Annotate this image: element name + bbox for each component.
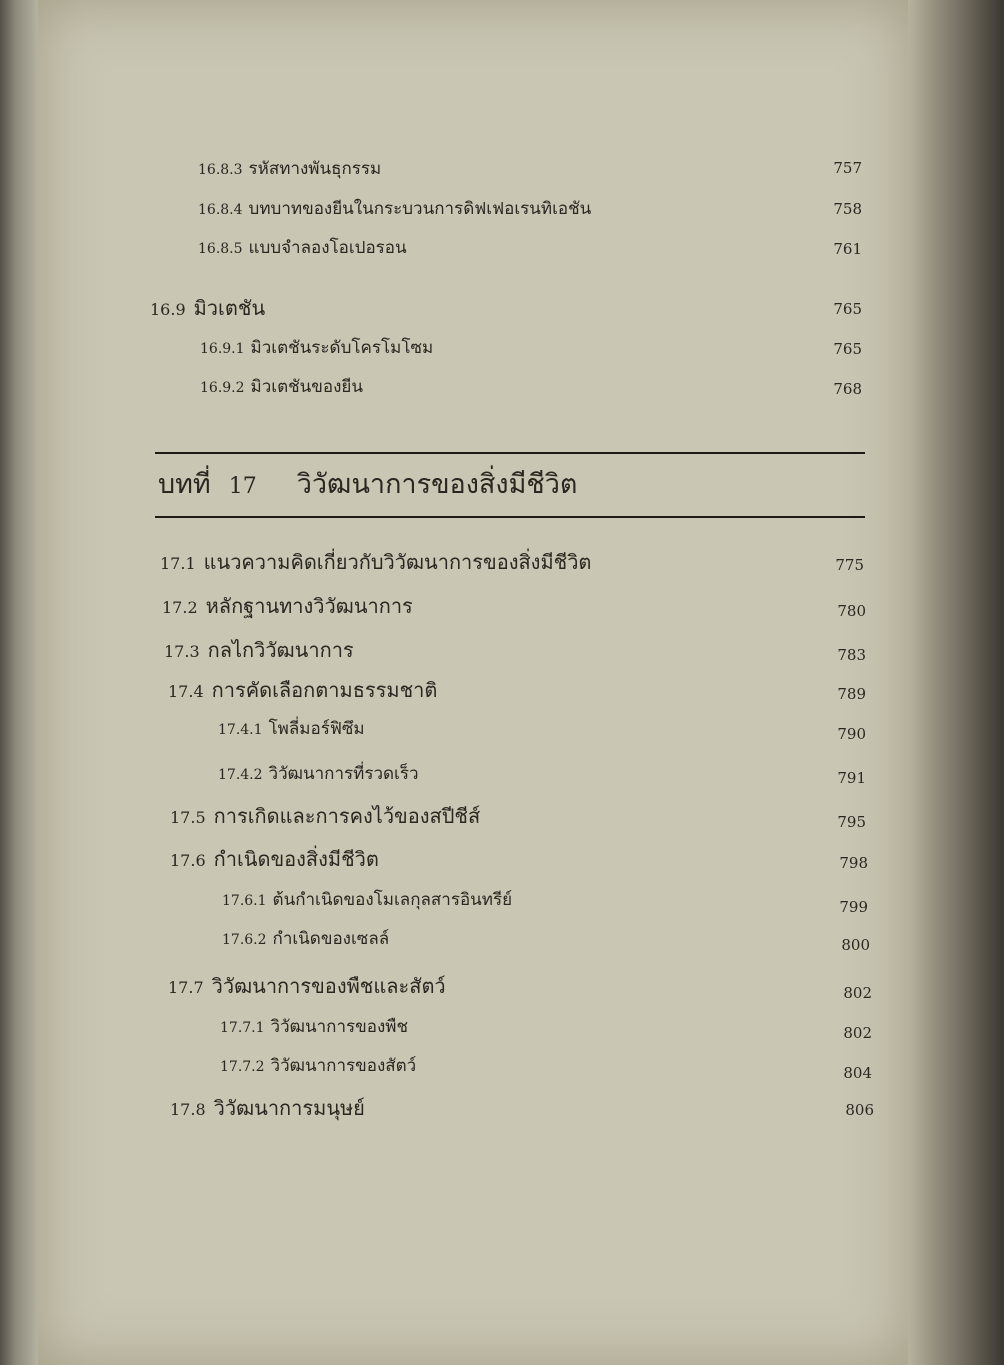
entry-title: ต้นกำเนิดของโมเลกุลสารอินทรีย์ [272,890,513,910]
entry-number: 16.8.5 [198,241,243,257]
entry-title: โพลี่มอร์ฟิซึม [268,719,365,739]
page-number: 802 [843,1024,872,1042]
page-number: 775 [835,556,864,574]
entry-number: 16.9 [150,300,186,319]
toc-entry-16-8-5 [198,234,407,261]
toc-entry-16-8-3 [198,155,381,182]
entry-number: 17.3 [164,642,200,661]
entry-number: 17.7.2 [220,1059,265,1075]
toc-entry-17-7-1 [220,1013,408,1040]
entry-number: 16.8.4 [198,202,243,218]
entry-number: 17.6.2 [222,932,267,948]
page-number: 798 [839,854,868,872]
entry-number: 17.6 [170,851,206,870]
chapter-label: บทที่ [158,469,211,500]
entry-number: 17.4.2 [218,767,263,783]
entry-title: มิวเตชันระดับโครโมโซม [250,338,434,358]
page-number: 802 [843,984,872,1002]
chapter-title: วิวัฒนาการของสิ่งมีชีวิต [296,469,578,500]
toc-entry-17-6-2 [222,925,389,952]
toc-entry-16-9-1 [200,334,433,361]
page-number: 791 [837,769,866,787]
next-page-edge [908,0,1004,1365]
entry-number: 17.1 [160,554,196,573]
entry-number: 17.2 [162,598,198,617]
entry-number: 16.9.2 [200,380,245,396]
page-number: 765 [833,300,862,318]
toc-entry-17-4-1 [218,715,365,742]
page-number: 789 [837,685,866,703]
page-number: 804 [843,1064,872,1082]
entry-title: กำเนิดของเซลล์ [272,929,390,949]
page-number: 800 [841,936,870,954]
entry-title: วิวัฒนาการมนุษย์ [213,1096,365,1120]
entry-number: 17.8 [170,1100,206,1119]
page-number: 799 [839,898,868,916]
chapter-heading [158,462,577,505]
toc-entry-17-1 [160,546,591,578]
entry-title: กลไกวิวัฒนาการ [207,638,354,662]
entry-number: 17.7 [168,978,204,997]
toc-entry-16-9 [150,292,265,324]
toc-entry-17-4-2 [218,760,419,787]
entry-number: 17.4 [168,682,204,701]
page-number: 795 [837,813,866,831]
page-number: 780 [837,602,866,620]
entry-title: บทบาทของยีนในกระบวนการดิฟเฟอเรนทิเอชัน [248,199,592,219]
entry-number: 17.5 [170,808,206,827]
toc-entry-17-2 [162,590,413,622]
entry-title: กำเนิดของสิ่งมีชีวิต [213,847,379,871]
page-number: 765 [833,340,862,358]
page-number: 758 [833,200,862,218]
toc-entry-16-9-2 [200,373,363,400]
page-number: 761 [833,240,862,258]
entry-title: การคัดเลือกตามธรรมชาติ [211,678,438,702]
entry-number: 16.8.3 [198,162,243,178]
chapter-rule-bottom [155,516,865,518]
page-number: 806 [845,1101,874,1119]
entry-title: มิวเตชัน [193,296,266,320]
page-number: 768 [833,380,862,398]
page-number: 790 [837,725,866,743]
entry-title: แบบจำลองโอเปอรอน [248,238,407,258]
toc-entry-17-6-1 [222,886,512,913]
entry-number: 17.7.1 [220,1020,265,1036]
entry-number: 16.9.1 [200,341,245,357]
toc-entry-16-8-4 [198,195,591,222]
chapter-number: 17 [228,474,257,499]
entry-title: หลักฐานทางวิวัฒนาการ [205,594,413,618]
entry-title: รหัสทางพันธุกรรม [248,159,382,179]
toc-entry-17-5 [170,800,480,832]
toc-entry-17-7 [168,970,446,1002]
entry-title: แนวความคิดเกี่ยวกับวิวัฒนาการของสิ่งมีชีวิต [203,550,592,574]
toc-entry-17-3 [164,634,354,666]
toc-entry-17-6 [170,843,379,875]
entry-title: วิวัฒนาการของพืช [270,1017,408,1037]
entry-title: วิวัฒนาการที่รวดเร็ว [268,764,419,784]
page-number: 757 [833,159,862,177]
chapter-rule-top [155,452,865,454]
toc-entry-17-4 [168,674,437,706]
entry-title: วิวัฒนาการของพืชและสัตว์ [211,974,446,998]
entry-title: วิวัฒนาการของสัตว์ [270,1056,417,1076]
entry-title: มิวเตชันของยีน [250,377,364,397]
book-spine-edge [0,0,40,1365]
entry-title: การเกิดและการคงไว้ของสปีชีส์ [213,804,481,828]
toc-entry-17-8 [170,1092,365,1124]
toc-entry-17-7-2 [220,1052,416,1079]
page-number: 783 [837,646,866,664]
entry-number: 17.4.1 [218,722,263,738]
entry-number: 17.6.1 [222,893,267,909]
